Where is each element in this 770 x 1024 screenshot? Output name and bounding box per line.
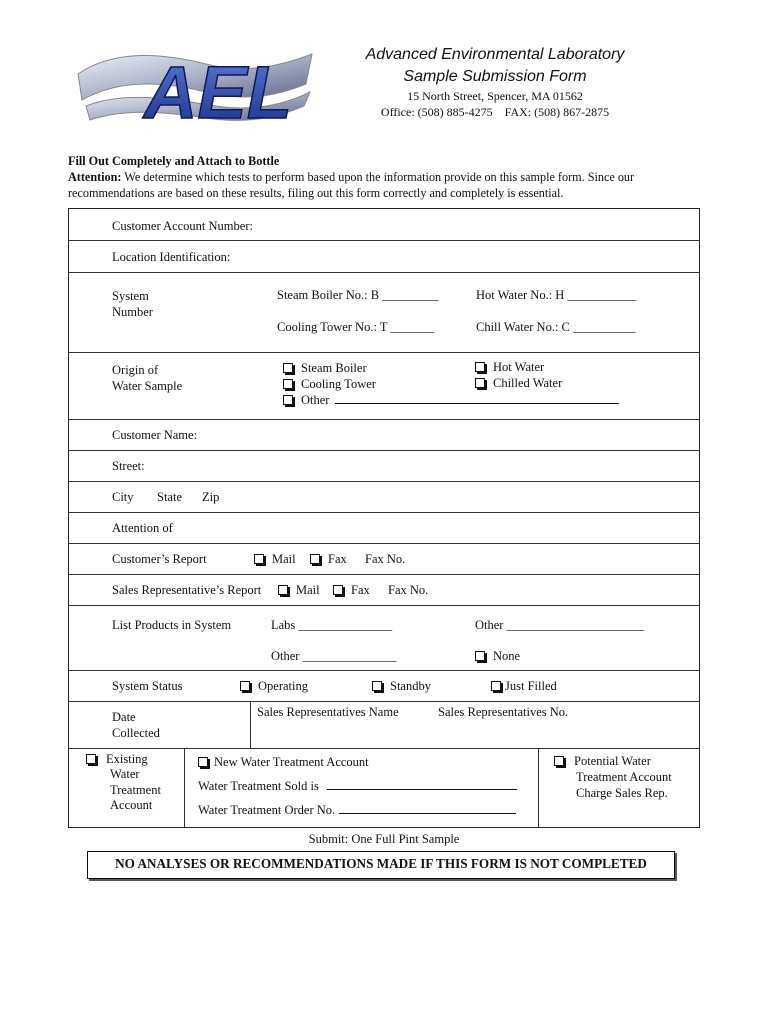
attention-paragraph — [68, 169, 668, 201]
date-collected-label: Collected — [112, 726, 160, 740]
phone-fax: Office: (508) 885-4275 FAX: (508) 867-2875 — [380, 105, 610, 119]
divider — [68, 240, 700, 241]
sales-rep-no-label: Sales Representatives No. — [438, 705, 569, 719]
date-collected-label: Date — [112, 710, 136, 724]
customer-mail-checkbox[interactable] — [254, 552, 296, 567]
checkbox-icon — [372, 681, 382, 691]
city-label: City — [112, 490, 134, 504]
chill-water-no-field[interactable]: Chill Water No.: C __________ — [476, 320, 636, 334]
just-filled-checkbox[interactable] — [491, 679, 557, 694]
attention-of-label: Attention of — [112, 521, 173, 535]
treatment-order-field[interactable] — [198, 803, 516, 818]
lab-title: Advanced Environmental Laboratory — [365, 46, 625, 63]
option-label: Hot Water — [493, 360, 545, 374]
other-products-field-2[interactable]: Other _______________ — [271, 649, 397, 663]
option-label: Fax — [328, 552, 347, 566]
divider — [68, 748, 700, 749]
customer-name-label: Customer Name: — [112, 428, 198, 442]
option-label: Steam Boiler — [301, 361, 367, 375]
hot-water-no-field[interactable]: Hot Water No.: H ___________ — [476, 288, 637, 302]
option-label: Operating — [258, 679, 308, 693]
divider — [68, 352, 700, 353]
checkbox-icon — [310, 554, 320, 564]
checkbox-icon — [554, 756, 564, 766]
checkbox-icon — [240, 681, 250, 691]
customer-fax-no-label: Fax No. — [365, 552, 406, 566]
address: 15 North Street, Spencer, MA 01562 — [407, 89, 583, 103]
rep-mail-checkbox[interactable] — [278, 583, 320, 598]
none-checkbox[interactable] — [475, 649, 520, 664]
checkbox-icon — [333, 585, 343, 595]
divider — [68, 670, 700, 671]
state-label: State — [157, 490, 182, 504]
divider — [68, 543, 700, 544]
option-label: Other — [301, 393, 330, 407]
checkbox-icon — [475, 378, 485, 388]
submit-note: Submit: One Full Pint Sample — [308, 832, 460, 846]
option-label: Just Filled — [505, 679, 557, 693]
customer-fax-checkbox[interactable] — [310, 552, 347, 567]
checkbox-icon — [283, 363, 293, 373]
origin-other-checkbox[interactable] — [283, 393, 619, 408]
option-label: New Water Treatment Account — [214, 755, 369, 769]
checkbox-icon — [491, 681, 501, 691]
checkbox-icon — [475, 362, 485, 372]
origin-label: Water Sample — [112, 379, 183, 393]
warning-banner: NO ANALYSES OR RECOMMENDATIONS MADE IF THIS FORM IS NOT COMPLETED — [87, 851, 675, 879]
steam-boiler-no-field[interactable]: Steam Boiler No.: B _________ — [277, 288, 439, 302]
origin-cooling-checkbox[interactable] — [283, 377, 376, 392]
operating-checkbox[interactable] — [240, 679, 308, 694]
attention-label: Attention: — [68, 170, 122, 184]
sales-rep-report-label: Sales Representative’s Report — [112, 583, 262, 597]
potential-account-label: Charge Sales Rep. — [576, 786, 668, 800]
other-products-field[interactable]: Other ______________________ — [475, 618, 645, 632]
origin-label: Origin of — [112, 363, 159, 377]
option-label: Chilled Water — [493, 376, 563, 390]
field-label: Water Treatment Order No. — [198, 803, 336, 817]
divider — [68, 450, 700, 451]
rep-fax-no-label: Fax No. — [388, 583, 429, 597]
option-label: Mail — [296, 583, 320, 597]
checkbox-icon — [254, 554, 264, 564]
treatment-sold-field[interactable] — [198, 779, 517, 794]
other-line[interactable] — [335, 403, 619, 404]
option-label: Potential Water — [574, 754, 651, 768]
system-number-label: System Number — [112, 289, 153, 319]
divider — [68, 272, 700, 273]
checkbox-icon — [278, 585, 288, 595]
field-label: Water Treatment Sold is — [198, 779, 319, 793]
divider — [68, 605, 700, 606]
option-label: Fax — [351, 583, 370, 597]
standby-checkbox[interactable] — [372, 679, 431, 694]
checkbox-icon — [86, 754, 96, 764]
checkbox-icon — [475, 651, 485, 661]
checkbox-icon — [283, 379, 293, 389]
new-account-checkbox[interactable] — [198, 755, 369, 770]
sold-line[interactable] — [327, 789, 517, 790]
potential-account-label: Treatment Account — [576, 770, 672, 784]
customer-account-label: Customer Account Number: — [112, 219, 253, 233]
origin-chilled-checkbox[interactable] — [475, 376, 562, 391]
list-products-label: List Products in System — [112, 618, 232, 632]
existing-account-label: Treatment — [110, 783, 161, 797]
logo-text: AEL — [144, 51, 292, 130]
divider — [68, 512, 700, 513]
instructions-heading: Fill Out Completely and Attach to Bottle — [68, 154, 280, 168]
column-divider — [184, 748, 185, 828]
attention-text: We determine which tests to perform based upon the information provide on this sample form. Since our recommendations are based on these results, filing out this form correctly and completely is essential. — [68, 170, 635, 200]
origin-hot-checkbox[interactable] — [475, 360, 544, 375]
cooling-tower-no-field[interactable]: Cooling Tower No.: T _______ — [277, 320, 435, 334]
existing-account-label: Account — [110, 798, 153, 812]
order-line[interactable] — [339, 813, 516, 814]
divider — [68, 481, 700, 482]
rep-fax-checkbox[interactable] — [333, 583, 370, 598]
column-divider — [250, 701, 251, 748]
system-status-label: System Status — [112, 679, 183, 693]
customers-report-label: Customer’s Report — [112, 552, 207, 566]
option-label: Cooling Tower — [301, 377, 376, 391]
option-label: None — [493, 649, 521, 663]
existing-account-label: Water — [110, 767, 140, 781]
labs-field[interactable]: Labs _______________ — [271, 618, 393, 632]
option-label: Standby — [390, 679, 431, 693]
option-label: Existing — [106, 752, 148, 766]
form-title: Sample Submission Form — [403, 68, 587, 85]
column-divider — [538, 748, 539, 828]
zip-label: Zip — [202, 490, 220, 504]
checkbox-icon — [198, 757, 208, 767]
divider — [68, 701, 700, 702]
street-label: Street: — [112, 459, 145, 473]
divider — [68, 419, 700, 420]
option-label: Mail — [272, 552, 296, 566]
sales-rep-name-label: Sales Representatives Name — [257, 705, 399, 719]
origin-steam-checkbox[interactable] — [283, 361, 367, 376]
location-id-label: Location Identification: — [112, 250, 231, 264]
existing-account-checkbox[interactable] — [86, 752, 148, 767]
ael-logo — [76, 44, 316, 130]
checkbox-icon — [283, 395, 293, 405]
potential-account-checkbox[interactable] — [554, 754, 651, 769]
divider — [68, 574, 700, 575]
